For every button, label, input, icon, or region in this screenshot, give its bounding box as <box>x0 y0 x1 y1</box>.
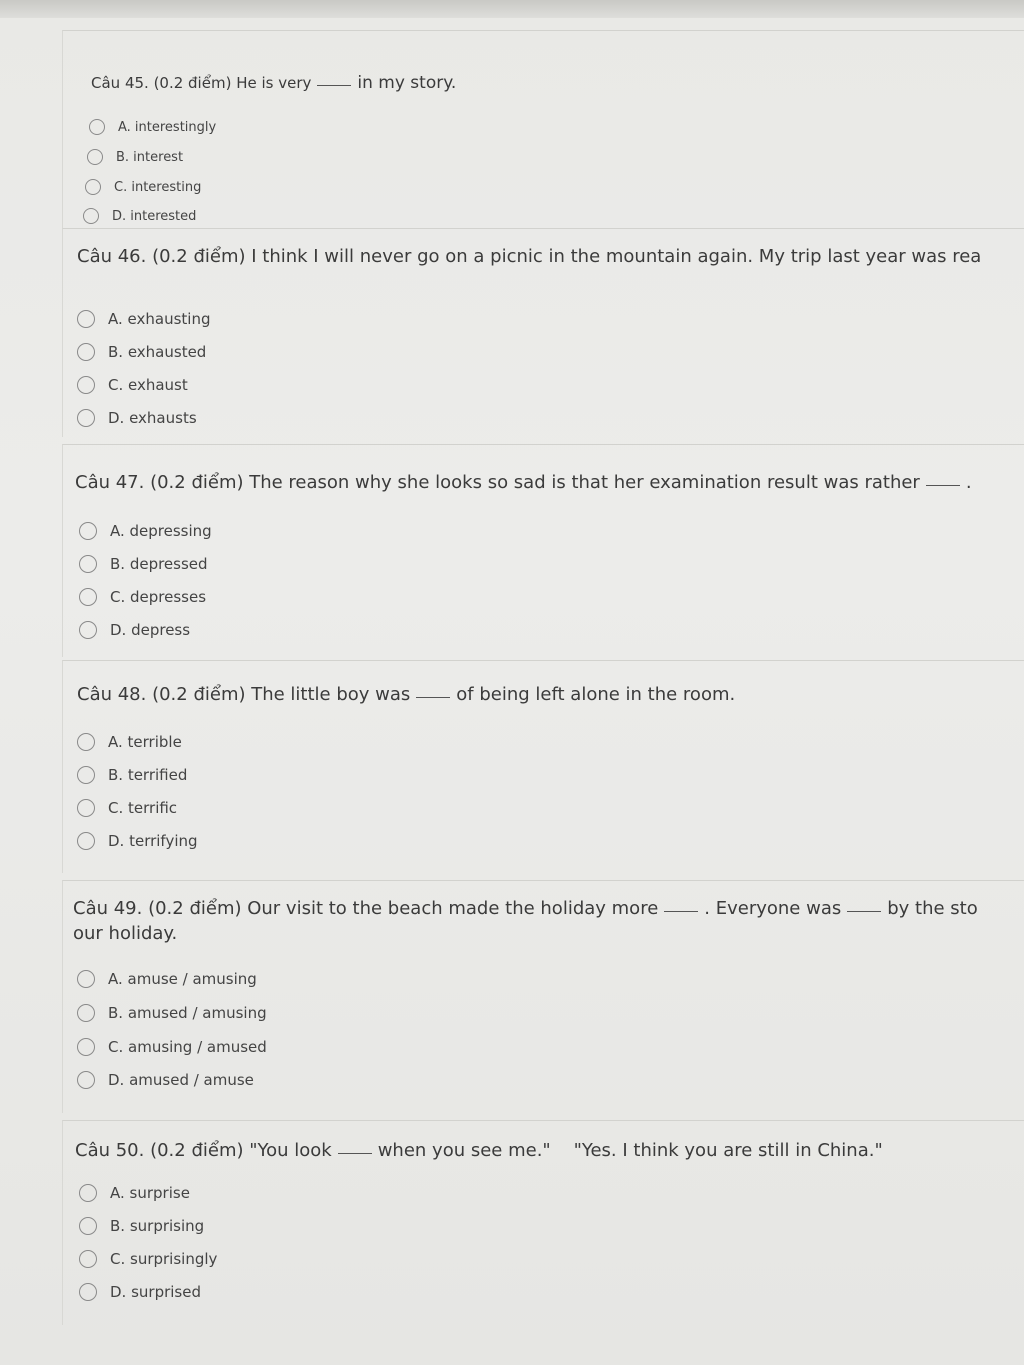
question-prefix: Câu 47. (0.2 điểm) The reason why she looks so sad is that her examination result was rather <box>75 472 920 493</box>
option-label: C. exhaust <box>108 376 188 394</box>
question-prefix: Câu 46. (0.2 điểm) I think I will never go on a picnic in the mountain again. My trip last year was rea <box>77 246 982 267</box>
answer-blank <box>338 1153 372 1154</box>
option-label: B. amused / amusing <box>108 1004 267 1022</box>
option-46-d[interactable] <box>77 406 197 430</box>
option-label: D. surprised <box>110 1283 201 1301</box>
radio-button[interactable] <box>77 1038 95 1056</box>
option-label: C. amusing / amused <box>108 1038 267 1056</box>
option-48-a[interactable] <box>77 730 182 754</box>
option-label: B. surprising <box>110 1217 205 1235</box>
answer-blank <box>926 485 960 486</box>
option-46-b[interactable] <box>77 340 206 364</box>
question-card-49 <box>62 880 1024 1113</box>
option-48-d[interactable] <box>77 829 198 853</box>
radio-button[interactable] <box>77 409 95 427</box>
option-label: A. terrible <box>108 733 182 751</box>
option-47-a[interactable] <box>79 519 212 543</box>
top-edge <box>0 0 1024 18</box>
option-45-b[interactable] <box>87 145 183 169</box>
radio-button[interactable] <box>85 179 101 195</box>
radio-button[interactable] <box>89 119 105 135</box>
question-prefix: Câu 48. (0.2 điểm) The little boy was <box>77 684 411 705</box>
question-line2: our holiday. <box>73 923 178 944</box>
question-text-49 <box>73 897 978 921</box>
option-50-d[interactable] <box>79 1280 201 1304</box>
option-label: B. depressed <box>110 555 208 573</box>
option-label: A. surprise <box>110 1184 190 1202</box>
option-50-a[interactable] <box>79 1181 190 1205</box>
question-prefix: Câu 45. (0.2 điểm) He is very <box>91 74 312 92</box>
option-label: A. amuse / amusing <box>108 970 257 988</box>
radio-button[interactable] <box>79 555 97 573</box>
answer-blank <box>664 911 698 912</box>
option-45-c[interactable] <box>85 175 201 199</box>
option-49-b[interactable] <box>77 1001 267 1025</box>
question-text-49-line2 <box>73 922 177 946</box>
question-card-45 <box>62 30 1024 241</box>
question-card-47 <box>62 444 1024 657</box>
option-label: D. depress <box>110 621 191 639</box>
question-suffix: . <box>965 472 972 493</box>
radio-button[interactable] <box>77 376 95 394</box>
option-label: A. interestingly <box>118 119 217 135</box>
option-46-c[interactable] <box>77 373 188 397</box>
radio-button[interactable] <box>77 1004 95 1022</box>
option-label: A. depressing <box>110 522 212 540</box>
question-text-48 <box>77 683 735 707</box>
option-46-a[interactable] <box>77 307 210 331</box>
radio-button[interactable] <box>77 310 95 328</box>
option-47-b[interactable] <box>79 552 208 576</box>
option-label: C. terrific <box>108 799 178 817</box>
radio-button[interactable] <box>79 522 97 540</box>
option-label: B. interest <box>116 149 184 165</box>
question-prefix: Câu 49. (0.2 điểm) Our visit to the beach made the holiday more <box>73 898 659 919</box>
option-label: B. exhausted <box>108 343 207 361</box>
question-suffix: of being left alone in the room. <box>456 684 736 705</box>
radio-button[interactable] <box>77 1071 95 1089</box>
option-label: D. exhausts <box>108 409 197 427</box>
option-label: B. terrified <box>108 766 188 784</box>
radio-button[interactable] <box>77 733 95 751</box>
question-suffix: by the sto <box>887 898 978 919</box>
radio-button[interactable] <box>77 832 95 850</box>
question-text-46 <box>77 245 981 269</box>
question-card-46 <box>62 228 1024 437</box>
option-50-b[interactable] <box>79 1214 204 1238</box>
radio-button[interactable] <box>83 208 99 224</box>
question-card-50 <box>62 1120 1024 1325</box>
option-47-d[interactable] <box>79 618 190 642</box>
answer-blank <box>317 85 351 86</box>
option-49-a[interactable] <box>77 967 257 991</box>
question-suffix: in my story. <box>357 73 457 93</box>
radio-button[interactable] <box>77 343 95 361</box>
option-47-c[interactable] <box>79 585 206 609</box>
option-label: C. interesting <box>114 179 202 195</box>
option-49-d[interactable] <box>77 1068 254 1092</box>
question-text-50 <box>75 1139 883 1163</box>
answer-blank <box>847 911 881 912</box>
radio-button[interactable] <box>87 149 103 165</box>
option-label: D. amused / amuse <box>108 1071 254 1089</box>
radio-button[interactable] <box>79 1184 97 1202</box>
option-label: C. depresses <box>110 588 207 606</box>
radio-button[interactable] <box>79 588 97 606</box>
question-prefix: Câu 50. (0.2 điểm) "You look <box>75 1140 332 1161</box>
option-50-c[interactable] <box>79 1247 217 1271</box>
radio-button[interactable] <box>77 766 95 784</box>
question-middle: . Everyone was <box>704 898 842 919</box>
answer-blank <box>416 697 450 698</box>
option-label: D. terrifying <box>108 832 198 850</box>
radio-button[interactable] <box>79 1283 97 1301</box>
option-label: C. surprisingly <box>110 1250 218 1268</box>
option-label: A. exhausting <box>108 310 211 328</box>
option-48-b[interactable] <box>77 763 187 787</box>
radio-button[interactable] <box>77 799 95 817</box>
radio-button[interactable] <box>77 970 95 988</box>
option-45-d[interactable] <box>83 204 196 228</box>
radio-button[interactable] <box>79 621 97 639</box>
option-label: D. interested <box>112 208 197 224</box>
radio-button[interactable] <box>79 1217 97 1235</box>
question-text-45 <box>91 71 456 95</box>
question-card-48 <box>62 660 1024 873</box>
option-45-a[interactable] <box>89 115 216 139</box>
option-48-c[interactable] <box>77 796 177 820</box>
radio-button[interactable] <box>79 1250 97 1268</box>
option-49-c[interactable] <box>77 1035 267 1059</box>
question-suffix: when you see me." "Yes. I think you are still in China." <box>377 1140 883 1161</box>
question-text-47 <box>75 471 972 495</box>
